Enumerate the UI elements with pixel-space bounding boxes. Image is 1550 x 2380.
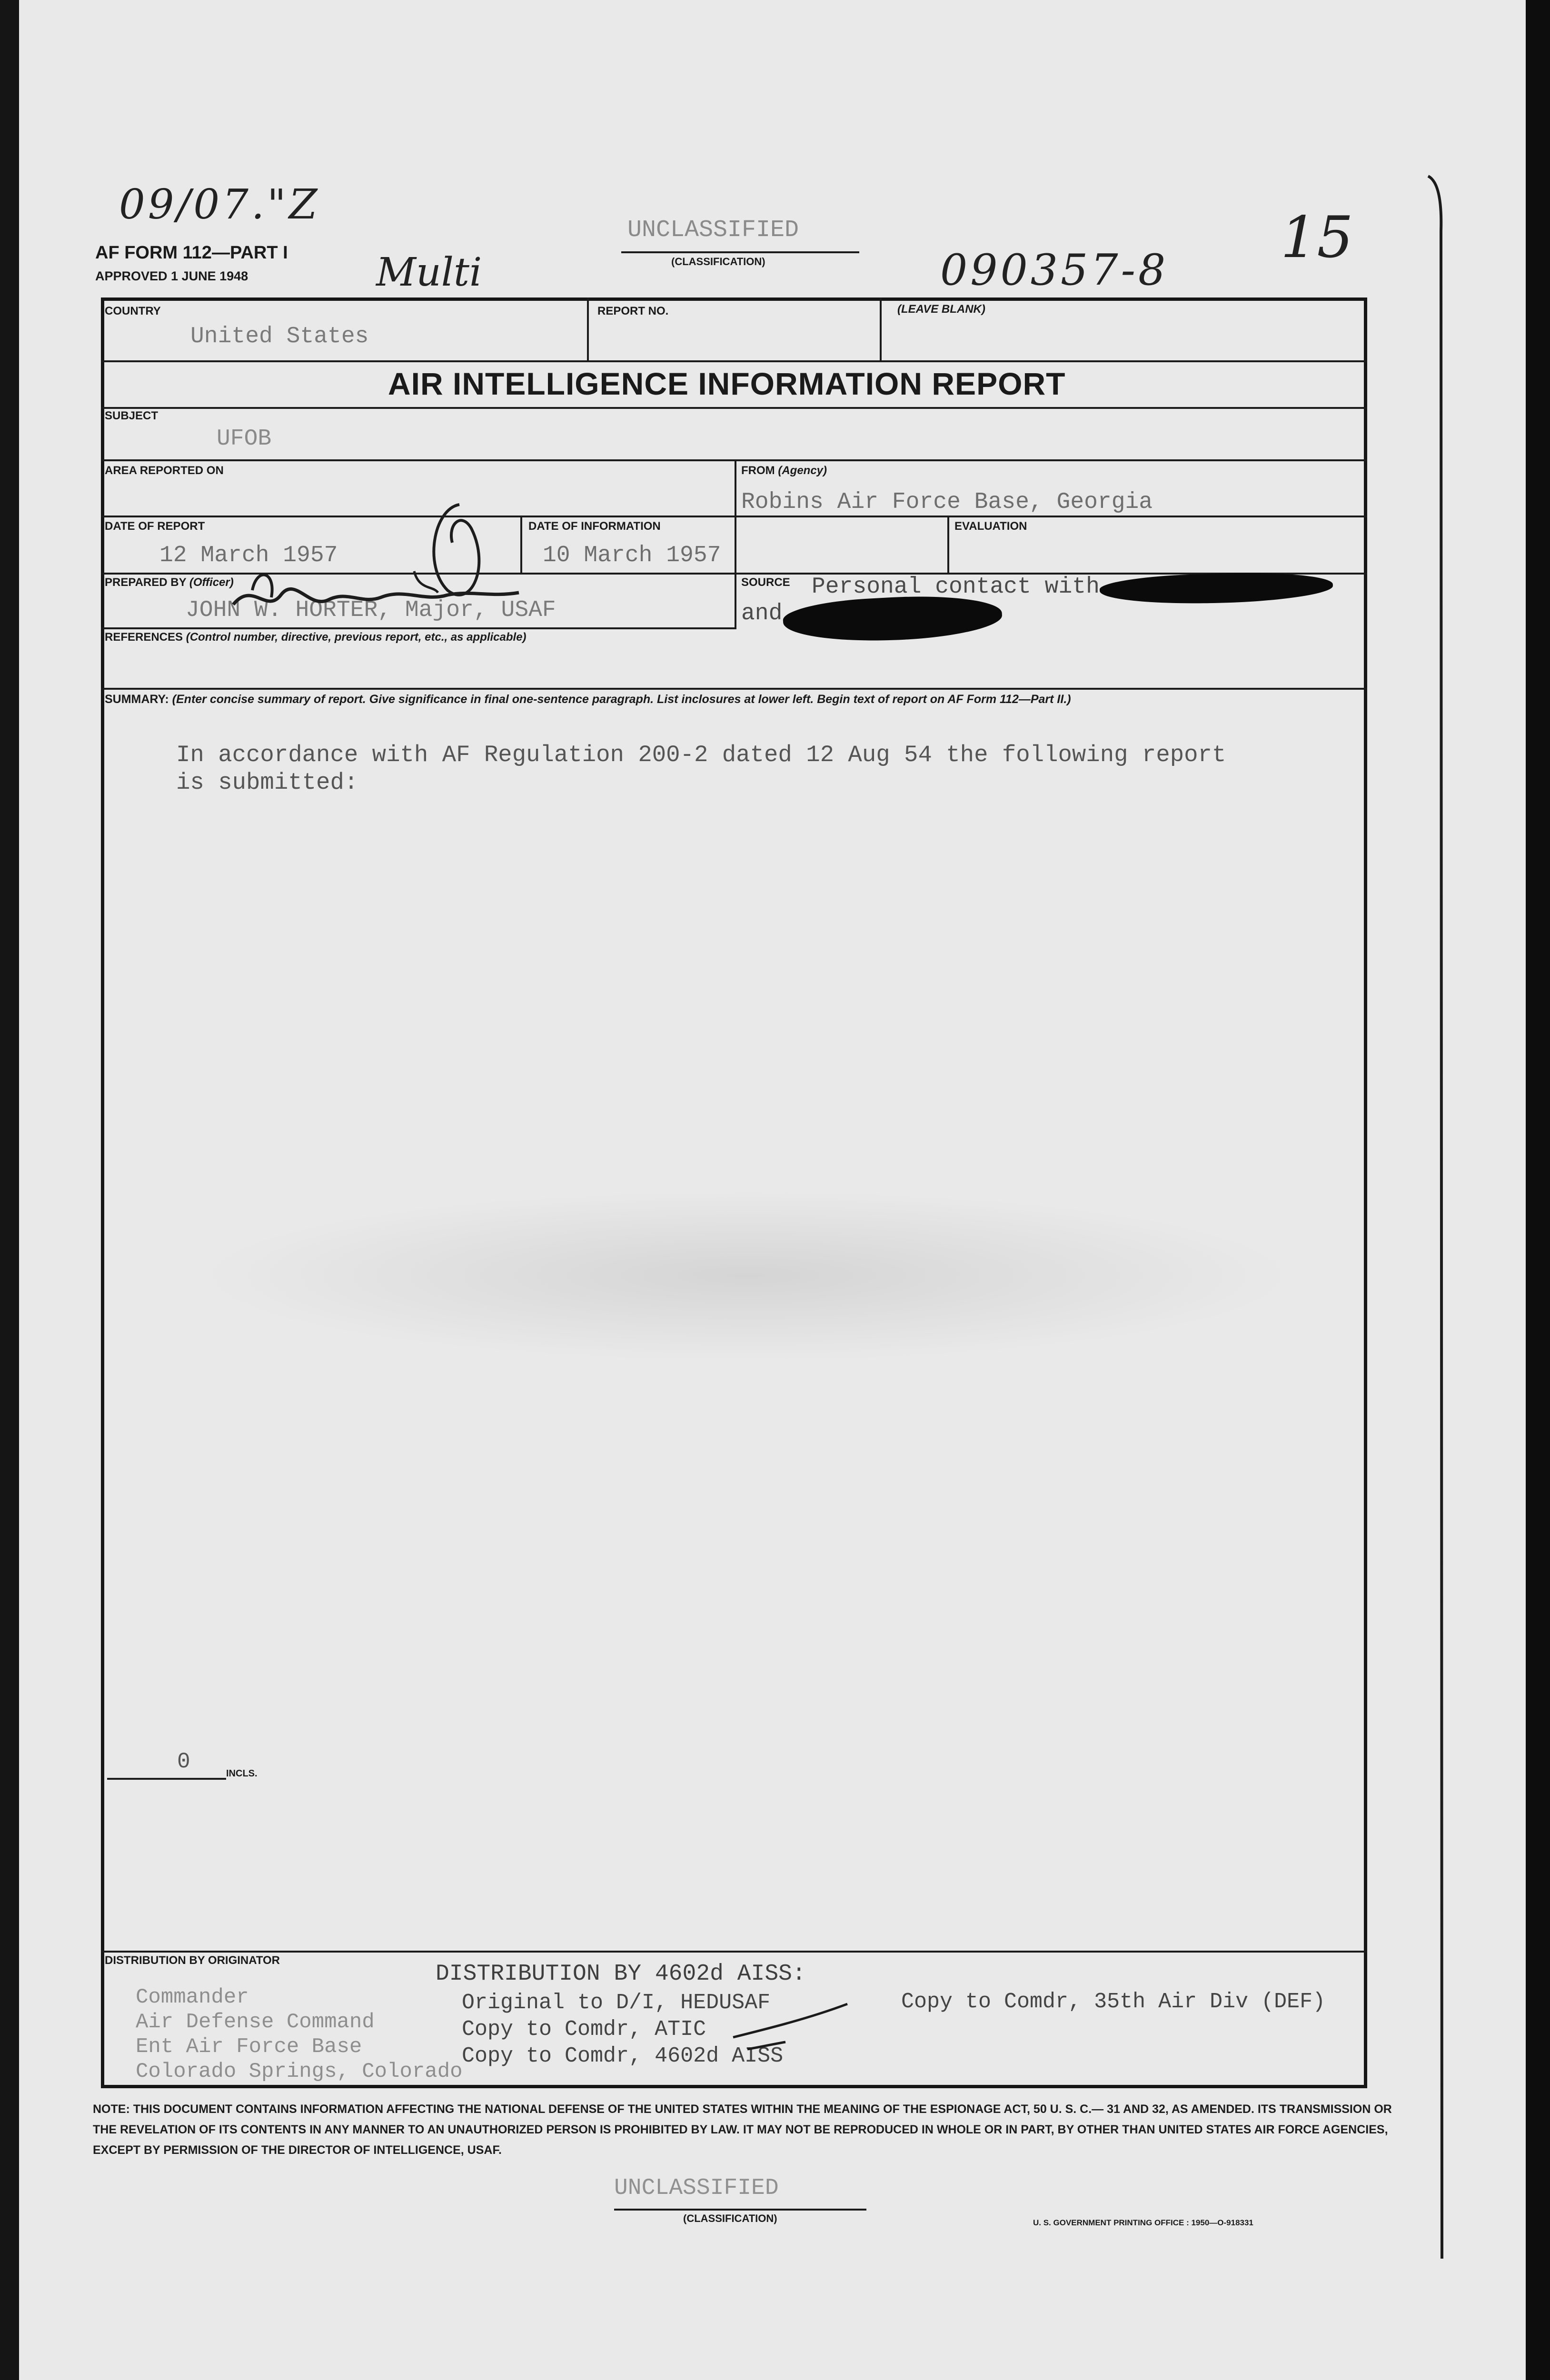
aiss-line: Copy to Comdr, ATIC (462, 2017, 706, 2042)
summary-wrap (105, 693, 1071, 706)
subject-value: UFOB (217, 426, 272, 452)
note-text: THIS DOCUMENT CONTAINS INFORMATION AFFECTING THE NATIONAL DEFENSE OF THE UNITED STATES WITHIN THE MEANING OF THE ESPIONAGE ACT, 50 U. S. C.— 31 AND 32, AS AMENDED. ITS TRANSMISSION OR THE REVELATION OF ITS CONTENTS IN ANY MANNER TO AN UNAUTHORIZED PERSON IS PROHIBITED BY LAW. IT MAY NOT BE REPRODUCED IN WHOLE OR IN PART, BY OTHER THAN UNITED STATES AIR FORCE AGENCIES, EXCEPT BY PERMISSION OF THE DIRECTOR OF INTELLIGENCE, USAF. (93, 2102, 1392, 2157)
scan-edge (1526, 0, 1550, 2380)
evaluation-label: EVALUATION (954, 520, 1027, 533)
column-divider (880, 298, 882, 360)
aiss-line: Copy to Comdr, 4602d AISS (462, 2044, 784, 2068)
form-title: AF FORM 112—PART I (95, 243, 288, 263)
incls-label: INCLS. (226, 1768, 258, 1779)
summary-label: SUMMARY: (105, 693, 169, 706)
originator-line: Air Defense Command (136, 2010, 375, 2034)
prepared-by-hint: (Officer) (189, 576, 234, 589)
incls-line (107, 1778, 226, 1780)
row-divider (101, 1951, 1367, 1953)
handwritten-file-number: 090357-8 (940, 245, 1169, 295)
subject-label: SUBJECT (105, 409, 159, 422)
row-divider (101, 627, 736, 629)
classification-stamp-top: UNCLASSIFIED (627, 217, 799, 244)
column-divider (735, 459, 736, 627)
date-of-information-label: DATE OF INFORMATION (528, 520, 661, 533)
source-value-line2: and (741, 601, 783, 626)
prepared-by-value: JOHN W. HORTER, Major, USAF (186, 597, 556, 623)
originator-line: Commander (136, 1985, 249, 2009)
note-label: NOTE: (93, 2102, 130, 2116)
scan-noise (200, 1190, 1295, 1361)
summary-text-line1: In accordance with AF Regulation 200-2 dated 12 Aug 54 the following report (176, 742, 1226, 768)
date-of-information-value: 10 March 1957 (543, 543, 721, 568)
country-value: United States (190, 324, 369, 349)
row-divider (101, 459, 1367, 461)
from-value: Robins Air Force Base, Georgia (741, 489, 1153, 515)
source-value-line1: Personal contact with (812, 574, 1100, 600)
leave-blank-label: (LEAVE BLANK) (897, 303, 985, 316)
handwritten-page-number: 15 (1281, 205, 1353, 271)
summary-hint: (Enter concise summary of report. Give significance in final one-sentence paragraph. List inclosures at lower left. Begin text of report on AF Form 112—Part II.) (172, 693, 1071, 706)
from-label: FROM (741, 464, 775, 477)
references-wrap (105, 631, 527, 644)
form-approved-date: APPROVED 1 JUNE 1948 (95, 269, 248, 283)
classification-label-top: (CLASSIFICATION) (671, 256, 765, 268)
handwritten-multi: Multi (376, 250, 482, 295)
country-label: COUNTRY (105, 305, 161, 317)
report-no-label: REPORT NO. (597, 305, 669, 317)
summary-text-line2: is submitted: (176, 769, 358, 796)
classification-line-top (621, 251, 859, 253)
distribution-aiss-title: DISTRIBUTION BY 4602d AISS: (436, 1961, 806, 1987)
signature (224, 495, 528, 619)
distribution-originator-label: DISTRIBUTION BY ORIGINATOR (105, 1954, 280, 1967)
column-divider (947, 516, 949, 573)
date-of-report-value: 12 March 1957 (159, 543, 338, 568)
date-of-report-label: DATE OF REPORT (105, 520, 205, 533)
references-hint: (Control number, directive, previous report, etc., as applicable) (186, 631, 527, 644)
row-divider (101, 407, 1367, 409)
classification-line-bottom (614, 2209, 866, 2211)
column-divider (587, 298, 589, 360)
aiss-line: Original to D/I, HEDUSAF (462, 1991, 771, 2015)
from-label-wrap (741, 464, 827, 477)
originator-line: Ent Air Force Base (136, 2035, 362, 2059)
references-label: REFERENCES (105, 631, 183, 644)
row-divider (101, 688, 1367, 690)
printing-office: U. S. GOVERNMENT PRINTING OFFICE : 1950—O-918331 (1033, 2218, 1253, 2227)
area-reported-label: AREA REPORTED ON (105, 464, 224, 477)
prepared-by-label: PREPARED BY (105, 576, 187, 589)
incls-count: 0 (177, 1749, 190, 1774)
classification-stamp-bottom: UNCLASSIFIED (614, 2175, 779, 2201)
prepared-by-wrap (105, 576, 234, 589)
originator-line: Colorado Springs, Colorado (136, 2060, 463, 2083)
report-title: AIR INTELLIGENCE INFORMATION REPORT (388, 366, 1066, 401)
aiss-copy-right: Copy to Comdr, 35th Air Div (DEF) (901, 1990, 1326, 2014)
originator-list (136, 1985, 463, 2084)
right-margin-line (1426, 174, 1454, 2268)
from-agency-hint: (Agency) (778, 464, 827, 477)
handwritten-top-code: 09/07."Z (119, 181, 320, 228)
classification-label-bottom: (CLASSIFICATION) (683, 2212, 777, 2224)
source-label: SOURCE (741, 576, 790, 589)
check-marks (728, 1999, 852, 2056)
security-note (93, 2099, 1397, 2161)
